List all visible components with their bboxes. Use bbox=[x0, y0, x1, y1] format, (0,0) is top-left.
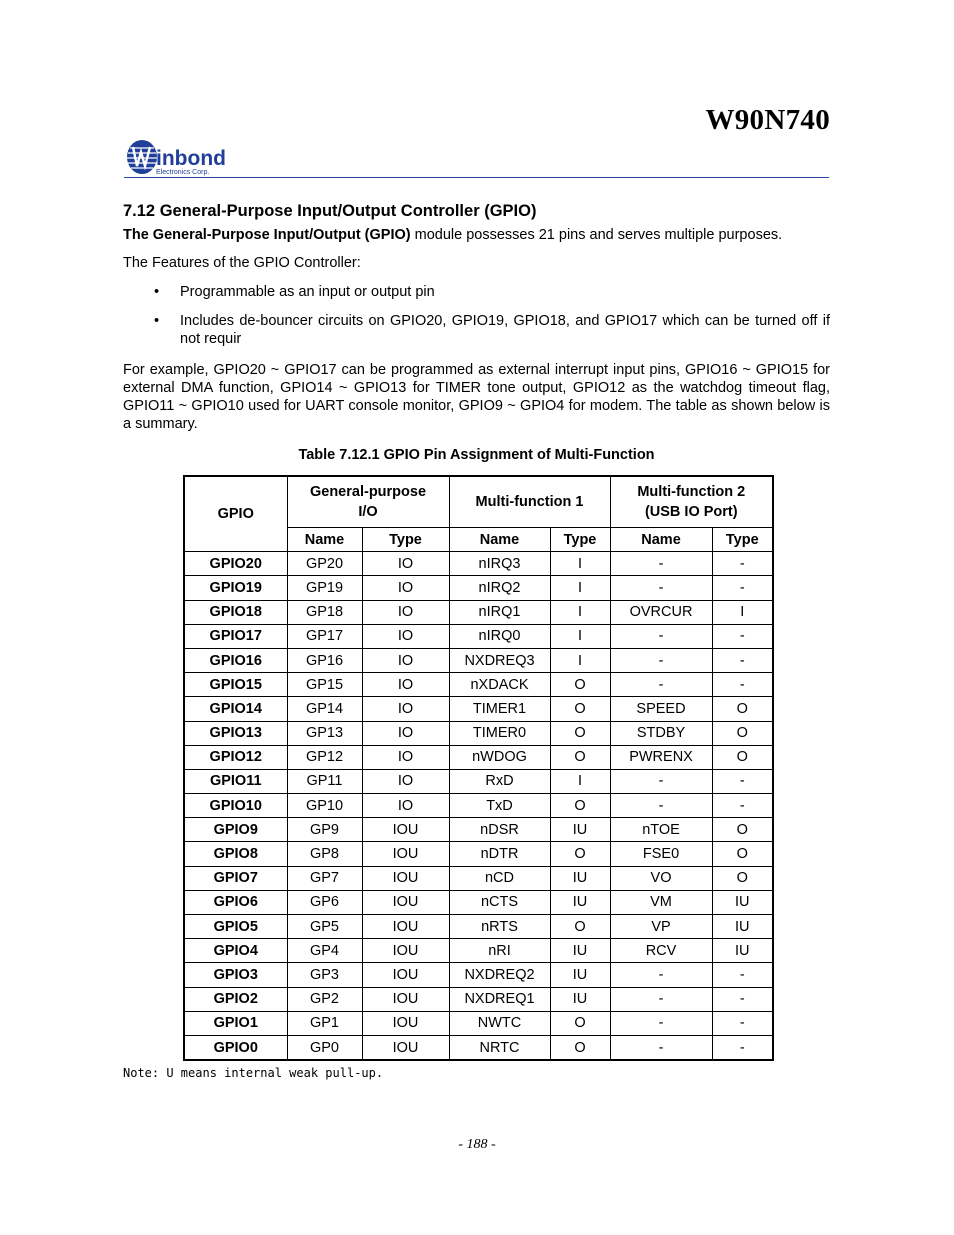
table-cell: I bbox=[550, 624, 610, 648]
subheader-cell: Type bbox=[712, 528, 773, 552]
table-row bbox=[184, 915, 773, 939]
gpio-name-cell: GPIO19 bbox=[184, 576, 287, 600]
table-cell: - bbox=[610, 1035, 712, 1060]
table-cell: RCV bbox=[610, 939, 712, 963]
table-row bbox=[184, 697, 773, 721]
table-cell: I bbox=[550, 552, 610, 576]
table-cell: - bbox=[712, 648, 773, 672]
gpio-name-cell: GPIO4 bbox=[184, 939, 287, 963]
header-multi-function-2: Multi-function 2 (USB IO Port) bbox=[610, 476, 773, 528]
table-cell: IO bbox=[362, 745, 449, 769]
subheader-cell: Name bbox=[610, 528, 712, 552]
gpio-table bbox=[183, 475, 774, 1061]
header-gpio: GPIO bbox=[184, 476, 287, 552]
table-cell: O bbox=[712, 697, 773, 721]
table-cell: - bbox=[712, 963, 773, 987]
table-cell: IOU bbox=[362, 1035, 449, 1060]
subheader-cell: Name bbox=[449, 528, 550, 552]
feature-text: Includes de-bouncer circuits on GPIO20, GPIO19, GPIO18, and GPIO17 which can be turned off if not requir bbox=[180, 313, 830, 347]
table-cell: GP4 bbox=[287, 939, 362, 963]
table-cell: IU bbox=[712, 890, 773, 914]
table-cell: IO bbox=[362, 721, 449, 745]
table-cell: SPEED bbox=[610, 697, 712, 721]
table-row bbox=[184, 842, 773, 866]
table-cell: O bbox=[550, 673, 610, 697]
table-cell: GP12 bbox=[287, 745, 362, 769]
table-cell: - bbox=[712, 576, 773, 600]
table-cell: GP5 bbox=[287, 915, 362, 939]
table-cell: IOU bbox=[362, 915, 449, 939]
table-cell: - bbox=[712, 552, 773, 576]
table-cell: GP2 bbox=[287, 987, 362, 1011]
feature-list bbox=[123, 283, 830, 359]
table-cell: IOU bbox=[362, 1011, 449, 1035]
table-cell: GP20 bbox=[287, 552, 362, 576]
table-cell: - bbox=[712, 1035, 773, 1060]
table-caption: Table 7.12.1 GPIO Pin Assignment of Multi-Function bbox=[298, 447, 655, 463]
features-label: The Features of the GPIO Controller: bbox=[123, 255, 361, 271]
table-cell: - bbox=[610, 673, 712, 697]
table-cell: GP13 bbox=[287, 721, 362, 745]
table-cell: nTOE bbox=[610, 818, 712, 842]
table-cell: GP7 bbox=[287, 866, 362, 890]
table-cell: IU bbox=[712, 915, 773, 939]
table-cell: nDSR bbox=[449, 818, 550, 842]
table-row bbox=[184, 890, 773, 914]
gpio-name-cell: GPIO2 bbox=[184, 987, 287, 1011]
table-cell: IO bbox=[362, 769, 449, 793]
table-cell: GP18 bbox=[287, 600, 362, 624]
gpio-name-cell: GPIO10 bbox=[184, 794, 287, 818]
table-cell: GP19 bbox=[287, 576, 362, 600]
table-cell: IOU bbox=[362, 866, 449, 890]
gpio-name-cell: GPIO6 bbox=[184, 890, 287, 914]
table-cell: NWTC bbox=[449, 1011, 550, 1035]
table-cell: IO bbox=[362, 624, 449, 648]
gpio-name-cell: GPIO3 bbox=[184, 963, 287, 987]
gpio-name-cell: GPIO0 bbox=[184, 1035, 287, 1060]
table-cell: I bbox=[550, 769, 610, 793]
table-cell: I bbox=[550, 600, 610, 624]
table-cell: - bbox=[712, 794, 773, 818]
table-cell: GP14 bbox=[287, 697, 362, 721]
gpio-name-cell: GPIO7 bbox=[184, 866, 287, 890]
table-cell: TIMER0 bbox=[449, 721, 550, 745]
table-row bbox=[184, 721, 773, 745]
table-cell: - bbox=[610, 576, 712, 600]
table-cell: - bbox=[610, 963, 712, 987]
gpio-table-body bbox=[184, 552, 773, 1060]
table-row bbox=[184, 552, 773, 576]
table-cell: - bbox=[610, 1011, 712, 1035]
table-cell: - bbox=[610, 987, 712, 1011]
feature-item bbox=[123, 283, 830, 301]
table-cell: - bbox=[610, 552, 712, 576]
table-cell: IOU bbox=[362, 963, 449, 987]
gpio-name-cell: GPIO8 bbox=[184, 842, 287, 866]
table-row bbox=[184, 576, 773, 600]
table-cell: - bbox=[610, 769, 712, 793]
gpio-name-cell: GPIO18 bbox=[184, 600, 287, 624]
table-row bbox=[184, 987, 773, 1011]
table-row bbox=[184, 624, 773, 648]
table-cell: nWDOG bbox=[449, 745, 550, 769]
gpio-name-cell: GPIO5 bbox=[184, 915, 287, 939]
subheader-cell: Type bbox=[550, 528, 610, 552]
table-cell: IU bbox=[550, 818, 610, 842]
table-cell: - bbox=[610, 624, 712, 648]
table-cell: O bbox=[550, 842, 610, 866]
table-cell: - bbox=[712, 1011, 773, 1035]
table-note: Note: U means internal weak pull-up. bbox=[123, 1066, 384, 1080]
table-cell: OVRCUR bbox=[610, 600, 712, 624]
subheader-cell: Type bbox=[362, 528, 449, 552]
gpio-name-cell: GPIO17 bbox=[184, 624, 287, 648]
gpio-name-cell: GPIO16 bbox=[184, 648, 287, 672]
table-row bbox=[184, 866, 773, 890]
table-cell: O bbox=[712, 721, 773, 745]
table-cell: O bbox=[550, 697, 610, 721]
table-row bbox=[184, 673, 773, 697]
table-row bbox=[184, 1035, 773, 1060]
gpio-name-cell: GPIO11 bbox=[184, 769, 287, 793]
table-cell: TxD bbox=[449, 794, 550, 818]
table-cell: VO bbox=[610, 866, 712, 890]
table-cell: O bbox=[550, 1011, 610, 1035]
bullet-icon: • bbox=[154, 313, 160, 329]
table-cell: - bbox=[610, 794, 712, 818]
gpio-name-cell: GPIO20 bbox=[184, 552, 287, 576]
table-cell: GP10 bbox=[287, 794, 362, 818]
table-cell: PWRENX bbox=[610, 745, 712, 769]
table-cell: IOU bbox=[362, 987, 449, 1011]
gpio-name-cell: GPIO9 bbox=[184, 818, 287, 842]
gpio-name-cell: GPIO14 bbox=[184, 697, 287, 721]
summary-paragraph: For example, GPIO20 ~ GPIO17 can be programmed as external interrupt input pins, GPIO16 ~ GPIO15 for external DMA function, GPIO14 ~ GPIO13 for TIMER tone output, GPIO12 as the watchdog timeout flag, GPIO11 ~ GPIO10 used for UART console monitor, GPIO9 ~ GPIO4 for modem. The table as shown below is a summary. bbox=[123, 362, 830, 432]
table-cell: nRI bbox=[449, 939, 550, 963]
table-cell: IU bbox=[550, 987, 610, 1011]
table-row bbox=[184, 963, 773, 987]
table-cell: I bbox=[712, 600, 773, 624]
table-cell: GP16 bbox=[287, 648, 362, 672]
gpio-name-cell: GPIO13 bbox=[184, 721, 287, 745]
table-cell: - bbox=[712, 987, 773, 1011]
table-cell: IO bbox=[362, 794, 449, 818]
table-cell: VP bbox=[610, 915, 712, 939]
table-cell: IO bbox=[362, 600, 449, 624]
table-cell: IO bbox=[362, 648, 449, 672]
table-cell: GP11 bbox=[287, 769, 362, 793]
intro-text: module possesses 21 pins and serves multiple purposes. bbox=[410, 227, 783, 243]
table-cell: GP6 bbox=[287, 890, 362, 914]
table-row bbox=[184, 939, 773, 963]
table-cell: O bbox=[712, 818, 773, 842]
table-row bbox=[184, 769, 773, 793]
table-cell: O bbox=[550, 794, 610, 818]
gpio-name-cell: GPIO1 bbox=[184, 1011, 287, 1035]
header-general-purpose: General-purpose I/O bbox=[287, 476, 449, 528]
table-cell: GP3 bbox=[287, 963, 362, 987]
table-cell: O bbox=[550, 721, 610, 745]
table-cell: GP15 bbox=[287, 673, 362, 697]
table-cell: O bbox=[712, 842, 773, 866]
table-cell: IO bbox=[362, 576, 449, 600]
intro-bold-term: The General-Purpose Input/Output (GPIO) bbox=[123, 227, 411, 243]
table-cell: O bbox=[712, 866, 773, 890]
table-row bbox=[184, 818, 773, 842]
table-cell: - bbox=[712, 673, 773, 697]
table-cell: GP17 bbox=[287, 624, 362, 648]
table-cell: GP1 bbox=[287, 1011, 362, 1035]
table-cell: - bbox=[610, 648, 712, 672]
table-cell: O bbox=[550, 745, 610, 769]
feature-text: Programmable as an input or output pin bbox=[180, 284, 435, 300]
table-cell: NRTC bbox=[449, 1035, 550, 1060]
subheader-cell: Name bbox=[287, 528, 362, 552]
table-cell: NXDREQ2 bbox=[449, 963, 550, 987]
table-cell: I bbox=[550, 648, 610, 672]
table-row bbox=[184, 1011, 773, 1035]
table-row bbox=[184, 794, 773, 818]
table-cell: IOU bbox=[362, 890, 449, 914]
table-cell: nIRQ3 bbox=[449, 552, 550, 576]
table-row bbox=[184, 745, 773, 769]
svg-text:inbond: inbond bbox=[156, 147, 226, 170]
header-rule bbox=[124, 177, 829, 178]
feature-item bbox=[123, 312, 830, 348]
table-cell: IO bbox=[362, 673, 449, 697]
gpio-name-cell: GPIO15 bbox=[184, 673, 287, 697]
table-cell: O bbox=[712, 745, 773, 769]
table-cell: IU bbox=[550, 890, 610, 914]
table-cell: GP9 bbox=[287, 818, 362, 842]
table-cell: RxD bbox=[449, 769, 550, 793]
page-number: - 188 - bbox=[458, 1137, 496, 1152]
table-cell: NXDREQ1 bbox=[449, 987, 550, 1011]
document-title: W90N740 bbox=[705, 104, 830, 136]
table-cell: IOU bbox=[362, 818, 449, 842]
table-cell: - bbox=[712, 769, 773, 793]
gpio-name-cell: GPIO12 bbox=[184, 745, 287, 769]
table-cell: IO bbox=[362, 552, 449, 576]
svg-text:Electronics Corp.: Electronics Corp. bbox=[156, 169, 210, 176]
table-cell: nIRQ0 bbox=[449, 624, 550, 648]
table-cell: nXDACK bbox=[449, 673, 550, 697]
table-row bbox=[184, 648, 773, 672]
table-row bbox=[184, 600, 773, 624]
table-cell: O bbox=[550, 915, 610, 939]
section-heading: 7.12 General-Purpose Input/Output Controller (GPIO) bbox=[123, 202, 537, 220]
table-cell: VM bbox=[610, 890, 712, 914]
table-cell: IO bbox=[362, 697, 449, 721]
table-cell: nRTS bbox=[449, 915, 550, 939]
table-cell: I bbox=[550, 576, 610, 600]
table-cell: IOU bbox=[362, 939, 449, 963]
table-cell: IU bbox=[712, 939, 773, 963]
winbond-logo bbox=[125, 138, 250, 180]
table-cell: GP8 bbox=[287, 842, 362, 866]
table-cell: IOU bbox=[362, 842, 449, 866]
table-cell: TIMER1 bbox=[449, 697, 550, 721]
table-cell: FSE0 bbox=[610, 842, 712, 866]
table-cell: nCD bbox=[449, 866, 550, 890]
intro-paragraph bbox=[123, 227, 782, 243]
table-cell: - bbox=[712, 624, 773, 648]
table-cell: IU bbox=[550, 963, 610, 987]
table-cell: nIRQ2 bbox=[449, 576, 550, 600]
table-cell: NXDREQ3 bbox=[449, 648, 550, 672]
bullet-icon: • bbox=[154, 284, 160, 300]
header-multi-function-1: Multi-function 1 bbox=[449, 476, 610, 528]
table-cell: nDTR bbox=[449, 842, 550, 866]
table-cell: STDBY bbox=[610, 721, 712, 745]
table-cell: IU bbox=[550, 866, 610, 890]
table-cell: IU bbox=[550, 939, 610, 963]
table-cell: nIRQ1 bbox=[449, 600, 550, 624]
table-cell: O bbox=[550, 1035, 610, 1060]
table-cell: nCTS bbox=[449, 890, 550, 914]
table-cell: GP0 bbox=[287, 1035, 362, 1060]
